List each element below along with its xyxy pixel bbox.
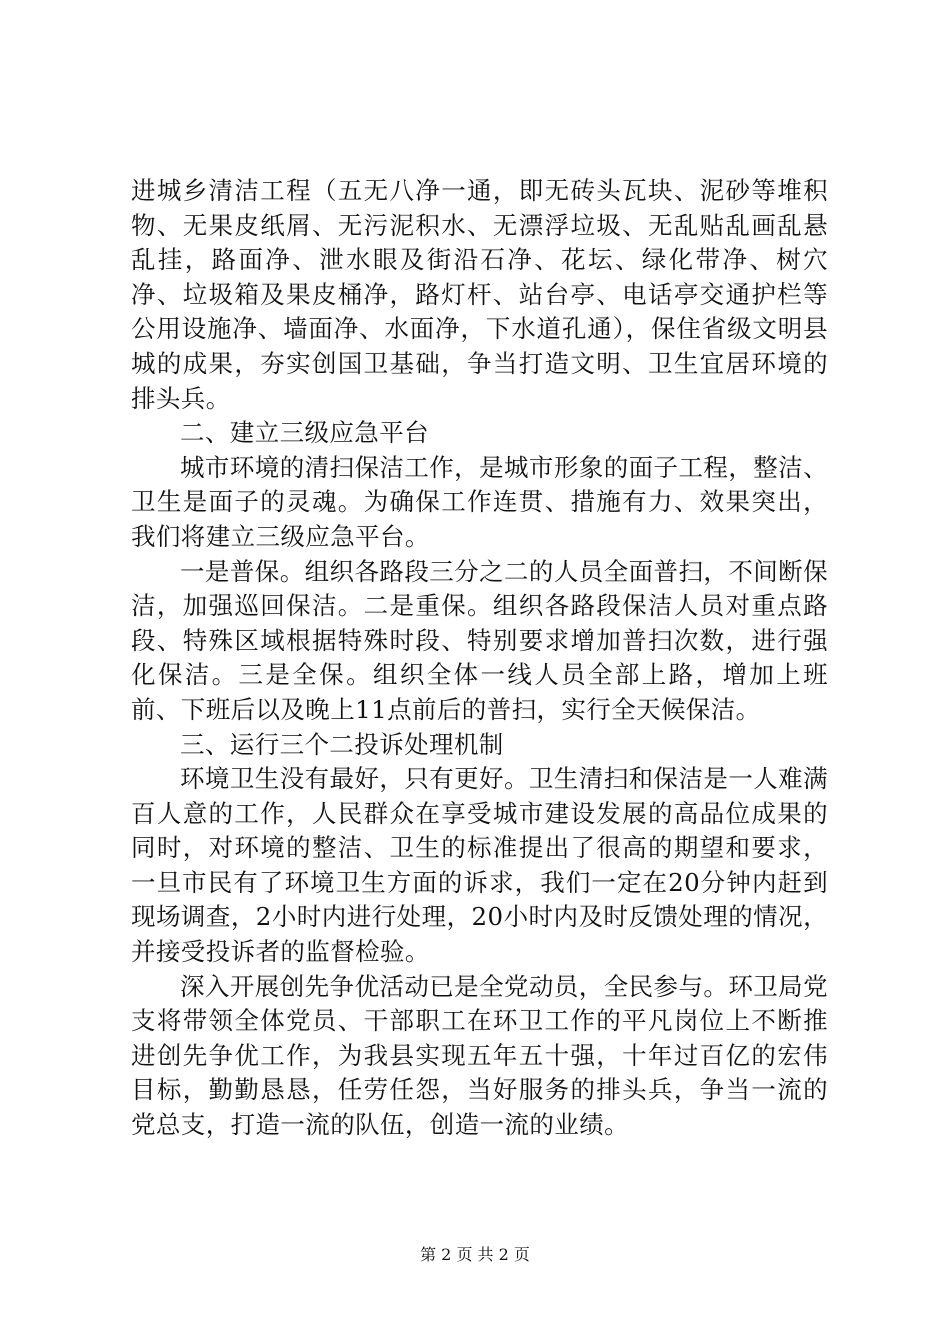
paragraph: 一是普保。组织各路段三分之二的人员全面普扫，不间断保洁，加强巡回保洁。二是重保。组织各路段保洁人员对重点路段、特殊区域根据特殊时段、特别要求增加普扫次数，进行强化保洁。三是全保。组织全体一线人员全部上路，增加上班前、下班后以及晚上11点前后的普扫，实行全天候保洁。 xyxy=(131,556,828,724)
section-heading-3: 三、运行三个二投诉处理机制 xyxy=(180,729,504,759)
document-body xyxy=(131,174,828,1143)
page-number-footer: 第 2 页 共 2 页 xyxy=(420,1245,530,1264)
paragraph: 深入开展创先争优活动已是全党动员，全民参与。环卫局党支将带领全体党员、干部职工在环卫工作的平凡岗位上不断推进创先争优工作，为我县实现五年五十强，十年过百亿的宏伟目标，勤勤恳恳，任劳任怨，当好服务的排头兵，争当一流的党总支，打造一流的队伍，创造一流的业绩。 xyxy=(131,971,828,1140)
paragraph-continued: 进城乡清洁工程（五无八净一通，即无砖头瓦块、泥砂等堆积物、无果皮纸屑、无污泥积水、无漂浮垃圾、无乱贴乱画乱悬乱挂，路面净、泄水眼及街沿石净、花坛、绿化带净、树穴净、垃圾箱及果皮桶净，路灯杆、站台亭、电话亭交通护栏等公用设施净、墙面净、水面净，下水道孔通），保住省级文明县城的成果，夯实创国卫基础，争当打造文明、卫生宜居环境的排头兵。 xyxy=(131,176,828,413)
paragraph: 环境卫生没有最好，只有更好。卫生清扫和保洁是一人难满百人意的工作，人民群众在享受城市建设发展的高品位成果的同时，对环境的整洁、卫生的标准提出了很高的期望和要求，一旦市民有了环境卫生方面的诉求，我们一定在20分钟内赶到现场调查，2小时内进行处理，20小时内及时反馈处理的情况，并接受投诉者的监督检验。 xyxy=(131,764,828,967)
section-heading-2: 二、建立三级应急平台 xyxy=(180,418,429,448)
paragraph: 城市环境的清扫保洁工作，是城市形象的面子工程，整洁、卫生是面子的灵魂。为确保工作连贯、措施有力、效果突出，我们将建立三级应急平台。 xyxy=(131,452,828,551)
